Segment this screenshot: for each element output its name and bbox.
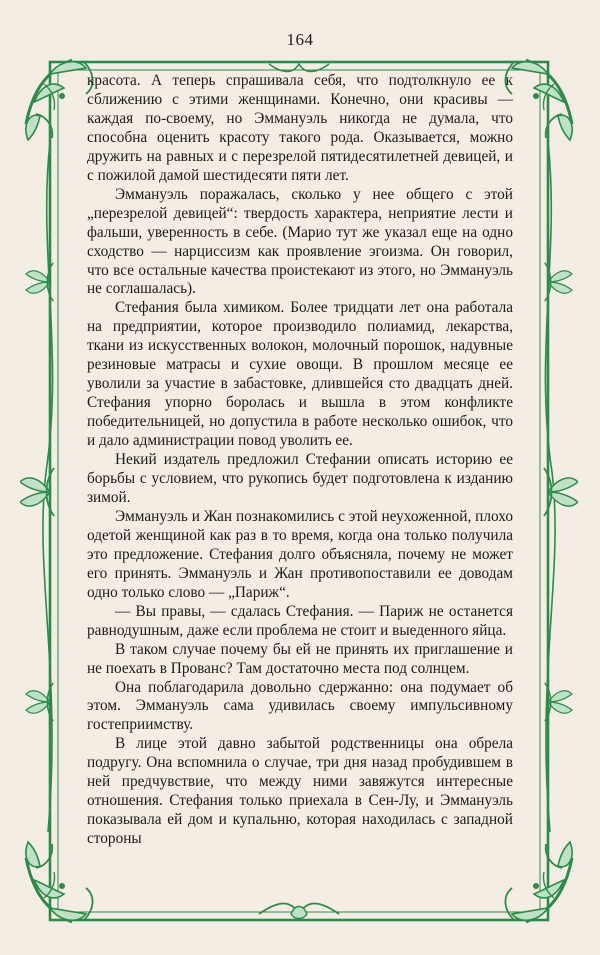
paragraph: Некий издатель предложил Стефании описать историю ее борьбы с условием, что рукопись будет подготовлена к изданию зимой. (87, 451, 513, 506)
page-number: 164 (286, 30, 314, 49)
paragraph: Она поблагодарила довольно сдержанно: она подумает об этом. Эммануэль сама удивилась своему импульсивному гостеприимству. (87, 678, 513, 734)
paragraph: В таком случае почему бы ей не принять их приглашение и не поехать в Прованс? Там достаточно места под солнцем. (87, 640, 513, 677)
paragraph: Эммануэль поражалась, сколько у нее общего с этой „перезрелой девицей“: твердость характера, неприятие лести и фальши, уверенность в себе. (Марио тут же указал еще на одно сходство — нарциссизм как проявление эгоизма. Он говорил, что все остальные качества проистекают из этого, но Эммануэль не соглашалась). (87, 185, 513, 298)
paragraph: В лице этой давно забытой родственницы она обрела подругу. Она вспомнила о случае, три дня назад пробудившем в ней предчувствие, что между ними завяжутся интересные отношения. Стефания только приехала в Сен-Лу, и Эммануэль показывала ей дом и купальню, которая находилась с западной стороны (87, 735, 513, 848)
paragraph: — Вы правы, — сдалась Стефания. — Париж не останется равнодушным, даже если проблема не стоит и выеденного яйца. (87, 602, 513, 639)
paragraph: Стефания была химиком. Более тридцати лет она работала на предприятии, которое производило полиамид, лекарства, ткани из искусственных волокон, молочный порошок, надувные резиновые матрасы и сухие овощи. В прошлом месяце ее уволили за участие в забастовке, длившейся сто двадцать дней. Стефания упорно боролась и вышла в этом конфликте победительницей, но допустила в работе несколько ошибок, что и дало администрации повод уволить ее. (87, 299, 513, 450)
paragraph: Эммануэль и Жан познакомились с этой неухоженной, плохо одетой женщиной как раз в то время, когда она только получила это предложение. Стефания долго объясняла, почему не может его принять. Эммануэль и Жан противопоставили ее доводам одно только слово — „Париж“. (87, 507, 513, 601)
body-text (87, 72, 513, 849)
paragraph: красота. А теперь спрашивала себя, что подтолкнуло ее к сближению с этими женщинами. Конечно, они красивы — каждая по-своему, но Эммануэль никогда не думала, что способна оценить красоту такого рода. Оказывается, можно дружить на равных и с перезрелой пятидесятилетней девицей, и с пожилой дамой шестидесяти пяти лет. (87, 72, 513, 184)
